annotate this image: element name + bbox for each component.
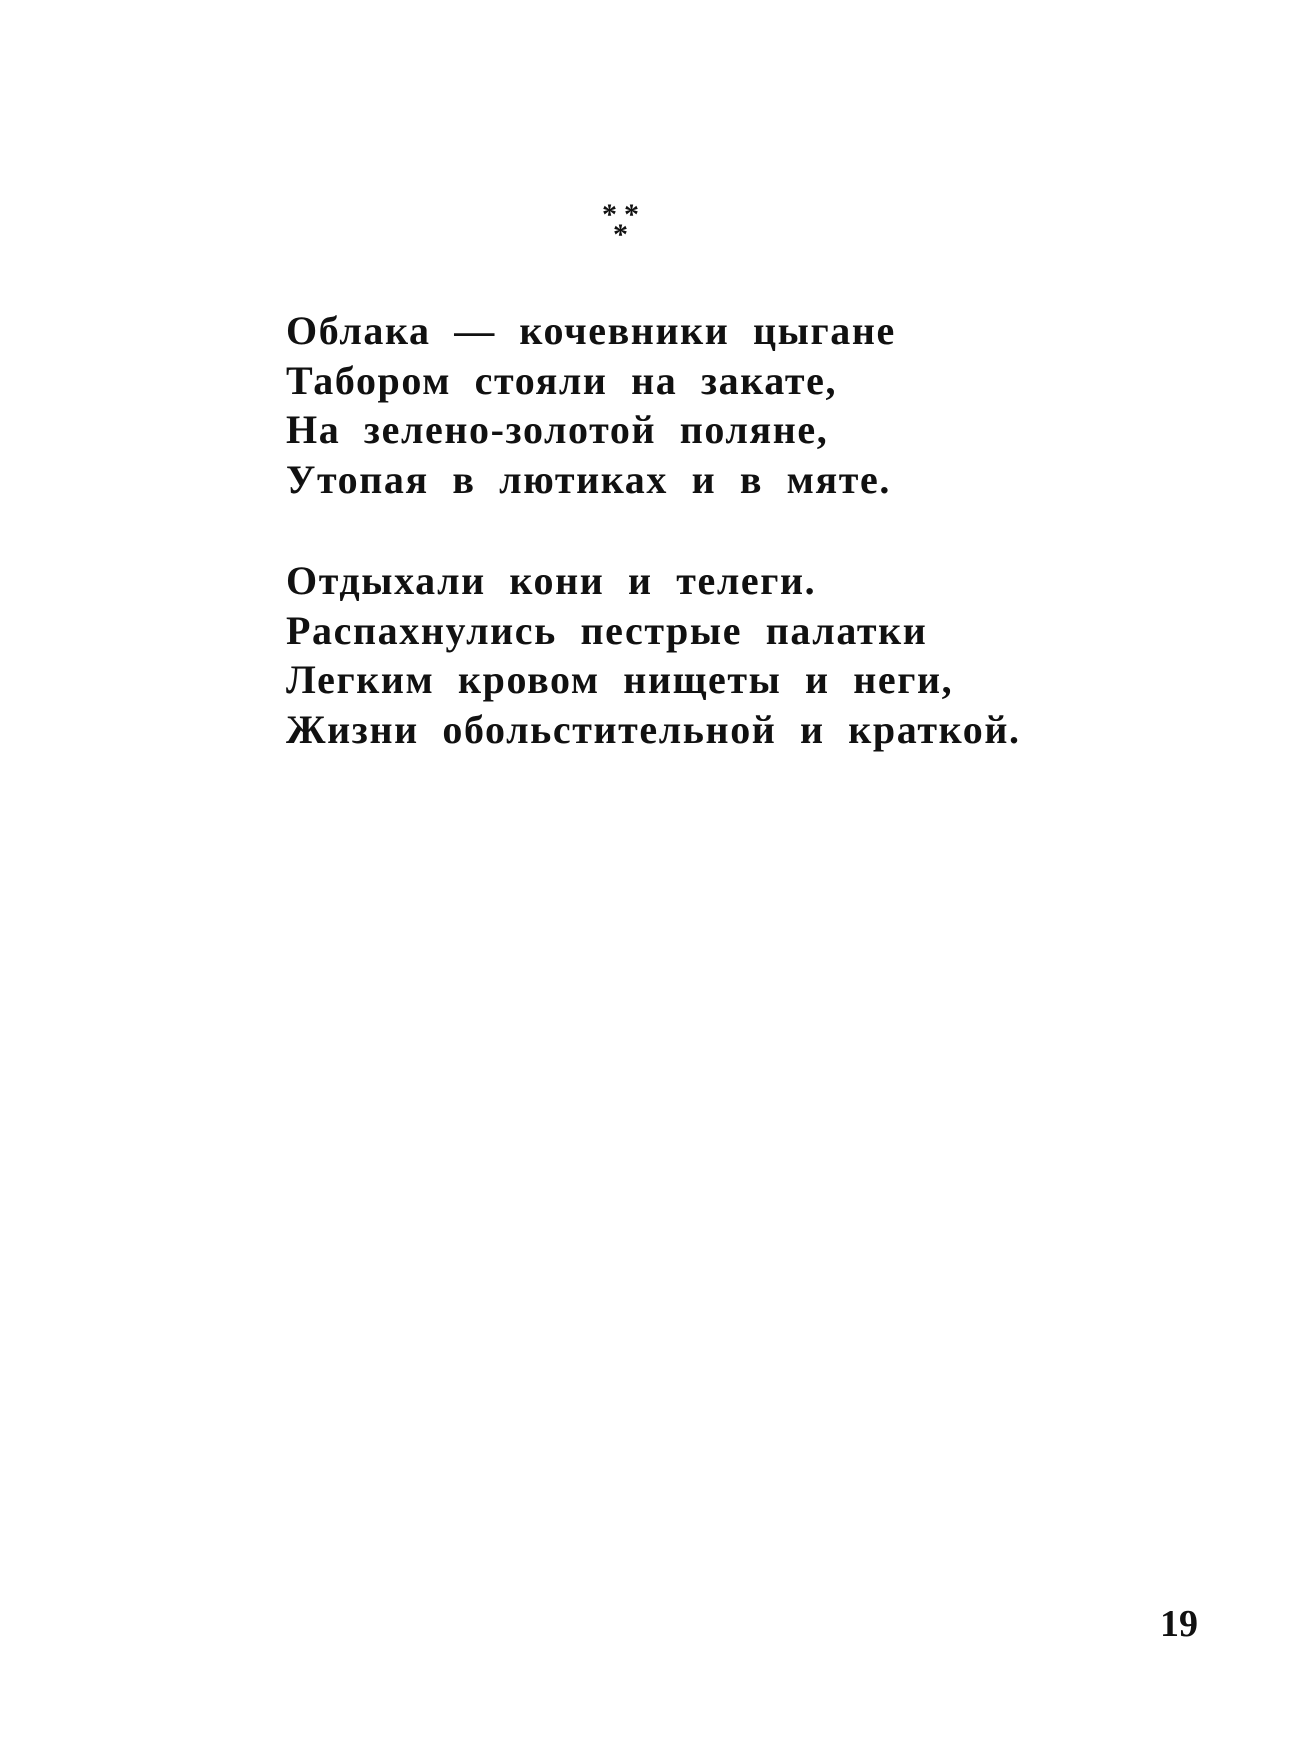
poem-line: Жизни обольстительной и краткой. [286,706,1021,752]
poem-line: Утопая в лютиках и в мяте. [286,456,891,502]
svg-text:*: * [624,200,639,231]
poem-line: Табором стояли на закате, [286,357,838,403]
svg-text:*: * [602,200,617,231]
svg-text:*: * [613,218,628,250]
stanza-1 [286,306,1186,504]
poem-line: На зелено-золотой поляне, [286,407,829,452]
poem [286,306,1186,806]
page-number: 19 [1160,1603,1198,1645]
stanza-2 [286,556,1186,754]
poem-line: Отдыхали кони и телеги. [286,558,817,603]
poem-line: Легким кровом нищеты и неги, [286,657,954,702]
poem-line: Облака — кочевники цыгане [286,308,896,353]
asterism-icon [598,200,658,250]
poem-line: Распахнулись пестрые палатки [286,607,928,653]
